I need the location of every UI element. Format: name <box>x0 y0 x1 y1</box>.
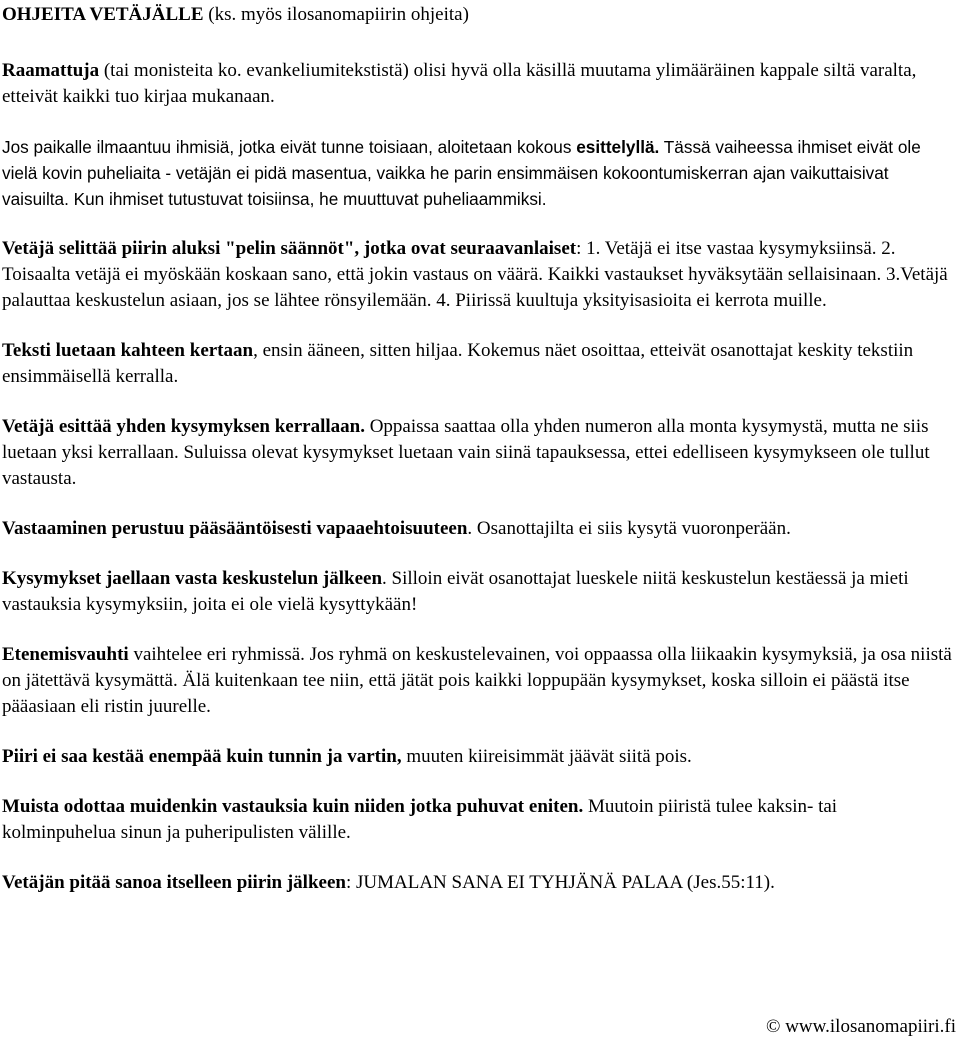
paragraph-duration-text: muuten kiireisimmät jäävät siitä pois. <box>401 746 692 767</box>
paragraph-handouts <box>2 566 954 618</box>
title-bold: OHJEITA VETÄJÄLLE <box>2 4 204 25</box>
paragraph-reading-bold: Teksti luetaan kahteen kertaan <box>2 340 254 361</box>
paragraph-duration <box>2 744 954 770</box>
paragraph-duration-bold: Piiri ei saa kestää enempää kuin tunnin ja vartin, <box>2 746 402 767</box>
paragraph-introductions <box>2 134 954 212</box>
paragraph-rules-text: : 1. Vetäjä ei itse vastaa kysymyksiinsä. 2. Toisaalta vetäjä ei myöskään koskaan sano, että jokin vastaus on väärä. Kaikki vastaukset hyväksytään sellaisinaan. 3.Vetäjä palauttaa keskustelun asiaan, jos se lähtee rönsyilemään. 4. Piirissä kuultuja yksityisasioita ei kerrota muille. <box>2 238 948 311</box>
paragraph-rules-bold: Vetäjä selittää piirin aluksi "pelin säännöt", jotka ovat seuraavanlaiset <box>2 238 577 259</box>
paragraph-reading-text: , ensin ääneen, sitten hiljaa. Kokemus näet osoittaa, etteivät osanottajat keskity tekstiin ensimmäisellä kerralla. <box>2 340 914 387</box>
paragraph-introductions-bold: esittelyllä. <box>576 137 660 157</box>
paragraph-one-question-bold: Vetäjä esittää yhden kysymyksen kerrallaan. <box>2 416 365 437</box>
paragraph-bibles <box>2 58 954 110</box>
paragraph-wait-answers-text: Muutoin piiristä tulee kaksin- tai kolminpuhelua sinun ja puheripulisten välille. <box>2 796 838 843</box>
paragraph-introductions-pre: Jos paikalle ilmaantuu ihmisiä, jotka eivät tunne toisiaan, aloitetaan kokous <box>2 137 577 157</box>
paragraph-one-question-text: Oppaissa saattaa olla yhden numeron alla monta kysymystä, mutta ne siis luetaan yksi kerrallaan. Suluissa olevat kysymykset luetaan vain siinä tapauksessa, ettei edelliseen kysymykseen ole tullut vastausta. <box>2 416 930 489</box>
paragraph-pace-text: vaihtelee eri ryhmissä. Jos ryhmä on keskustelevainen, voi oppaassa olla liikaakin kysymyksiä, ja osa niistä on jätettävä kysymättä. Älä kuitenkaan tee niin, että jätät pois kaikki loppupään kysymykset, koska silloin ei päästä itse pääasiaan eli ristin juurelle. <box>2 644 952 717</box>
paragraph-wait-answers <box>2 794 954 846</box>
paragraph-pace <box>2 642 954 720</box>
paragraph-handouts-bold: Kysymykset jaellaan vasta keskustelun jälkeen <box>2 568 383 589</box>
paragraph-bibles-text: (tai monisteita ko. evankeliumitekstistä) olisi hyvä olla käsillä muutama ylimääräinen kappale siltä varalta, etteivät kaikki tuo kirjaa mukanaan. <box>2 60 917 107</box>
paragraph-handouts-text: . Silloin eivät osanottajat lueskele niitä keskustelun kestäessä ja mieti vastauksia kysymyksiin, joita ei ole vielä kysyttykään! <box>2 568 909 615</box>
paragraph-closing-word-text: : JUMALAN SANA EI TYHJÄNÄ PALAA (Jes.55:11). <box>345 872 775 893</box>
paragraph-closing-word <box>2 870 954 896</box>
title-rest: (ks. myös ilosanomapiirin ohjeita) <box>203 4 469 25</box>
paragraph-rules <box>2 236 954 314</box>
paragraph-voluntary-text: . Osanottajilta ei siis kysytä vuoronperään. <box>467 518 791 539</box>
document-title <box>2 2 954 28</box>
paragraph-reading <box>2 338 954 390</box>
paragraph-voluntary <box>2 516 954 542</box>
copyright-footer: © www.ilosanomapiiri.fi <box>766 1016 956 1037</box>
paragraph-wait-answers-bold: Muista odottaa muidenkin vastauksia kuin niiden jotka puhuvat eniten. <box>2 796 584 817</box>
paragraph-one-question <box>2 414 954 492</box>
paragraph-introductions-text: Tässä vaiheessa ihmiset eivät ole vielä kovin puheliaita - vetäjän ei pidä masentua, vaikka he parin ensimmäisen kokoontumiskerran ajan vaikuttaisivat vaisuilta. Kun ihmiset tutustuvat toisiinsa, he muuttuvat puheliaammiksi. <box>2 137 921 209</box>
document-page <box>2 2 954 920</box>
paragraph-pace-bold: Etenemisvauhti <box>2 644 129 665</box>
paragraph-voluntary-bold: Vastaaminen perustuu pääsääntöisesti vapaaehtoisuuteen <box>2 518 468 539</box>
paragraph-bibles-bold: Raamattuja <box>2 60 100 81</box>
paragraph-closing-word-bold: Vetäjän pitää sanoa itselleen piirin jälkeen <box>2 872 346 893</box>
